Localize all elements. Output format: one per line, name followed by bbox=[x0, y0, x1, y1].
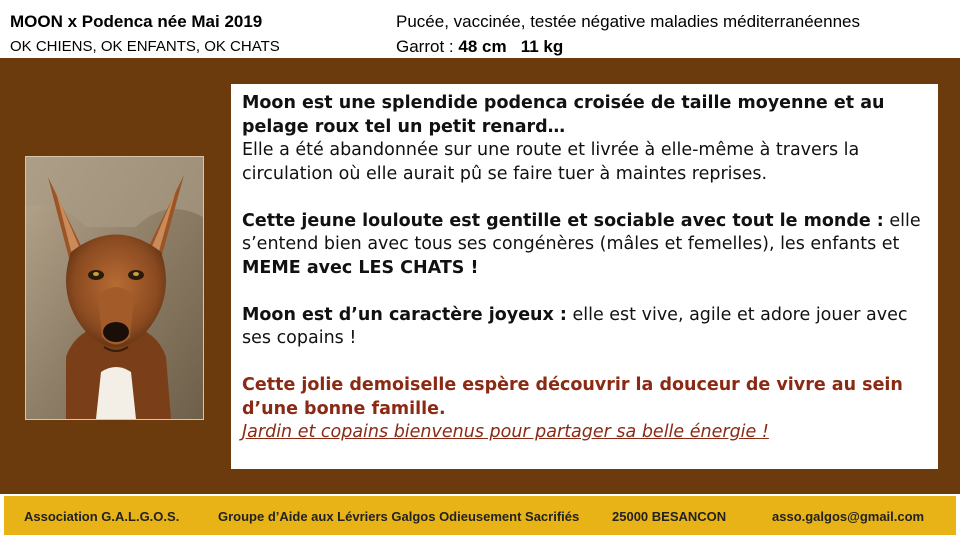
association-full-name: Groupe d’Aide aux Lévriers Galgos Odieusement Sacrifiés bbox=[218, 509, 580, 524]
character-text: elle est vive, agile et adore jouer avec ses copains ! bbox=[242, 304, 908, 348]
size-info bbox=[396, 37, 563, 57]
description-text bbox=[242, 92, 932, 468]
sociable-bold: Cette jeune louloute est gentille et sociable avec tout le monde : bbox=[242, 210, 884, 231]
wish-bold: Cette jolie demoiselle espère découvrir la douceur de vivre au sein d’une bonne famille. bbox=[242, 375, 903, 419]
intro-bold: Moon est une splendide podenca croisée de taille moyenne et au pelage roux tel un petit renard… bbox=[242, 93, 885, 137]
character-bold: Moon est d’un caractère joyeux : bbox=[242, 304, 567, 325]
sociable-text: elle s’entend bien avec tous ses congénères (mâles et femelles), les enfants et bbox=[242, 210, 921, 254]
paragraph-character bbox=[242, 304, 932, 351]
weight-value: 11 kg bbox=[520, 37, 564, 56]
compatibility-line: OK CHIENS, OK ENFANTS, OK CHATS bbox=[10, 38, 280, 55]
health-info: Pucée, vaccinée, testée négative maladies méditerranéennes bbox=[396, 12, 861, 31]
paragraph-sociable bbox=[242, 210, 932, 281]
header bbox=[0, 0, 960, 58]
association-name: Association G.A.L.G.O.S. bbox=[24, 509, 180, 524]
paragraph-wish bbox=[242, 374, 932, 445]
footer bbox=[0, 494, 960, 540]
garden-note: Jardin et copains bienvenus pour partager sa belle énergie ! bbox=[242, 422, 769, 442]
dog-name-title: MOON x Podenca née Mai 2019 bbox=[10, 12, 263, 31]
dog-photo bbox=[25, 156, 204, 420]
cats-bold: MEME avec LES CHATS ! bbox=[242, 257, 479, 278]
description-card bbox=[231, 84, 938, 469]
association-city: 25000 BESANCON bbox=[612, 509, 727, 524]
association-email[interactable]: asso.galgos@gmail.com bbox=[772, 509, 925, 524]
paragraph-intro bbox=[242, 92, 932, 186]
garrot-label: Garrot : bbox=[396, 37, 459, 56]
footer-bar bbox=[4, 496, 956, 535]
height-value: 48 cm bbox=[458, 37, 507, 56]
intro-text: Elle a été abandonnée sur une route et livrée à elle-même à travers la circulation où elle aurait pû se faire tuer à maintes reprises. bbox=[242, 140, 860, 184]
